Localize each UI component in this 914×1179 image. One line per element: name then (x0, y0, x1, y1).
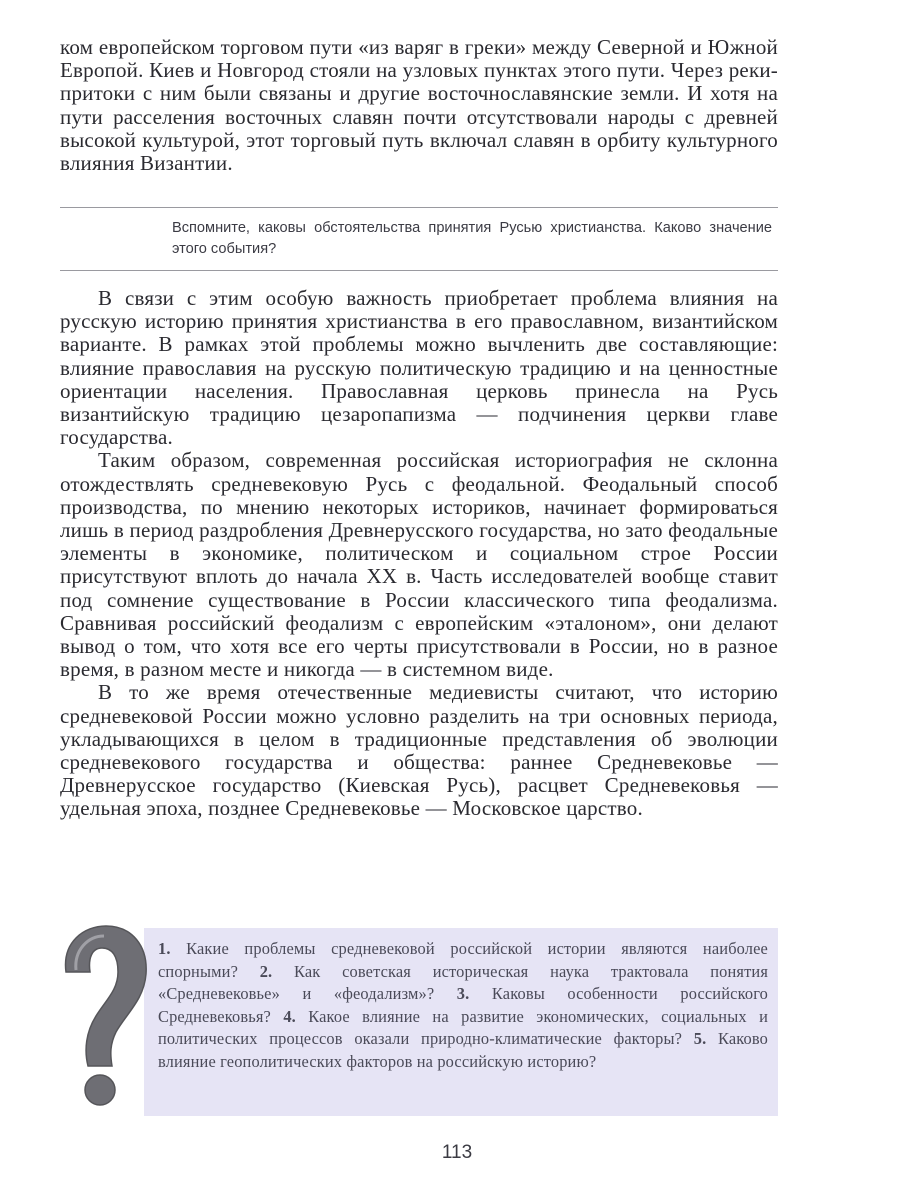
paragraph-historiography: Таким образом, современная российская историография не склонна отождествлять средневековую Русь с феодальной. Феодальный способ производства, по мнению некоторых историков, начинает формироваться лишь в период раздробления Древнерусского государства, но зато феодальные элементы в экономике, политическом и социальном строе России присутствуют вплоть до начала XX в. Часть исследователей вообще ставит под сомнение существование в России классического типа феодализма. Сравнивая российский феодализм с европейским «эталоном», они делают вывод о том, что хотя все его черты присутствовали в России, но в разное время, в разном месте и никогда — в системном виде. (60, 448, 778, 682)
main-text-block (60, 287, 778, 821)
question-3-number: 3. (456, 984, 470, 1004)
question-4-number: 4. (283, 1006, 296, 1026)
question-mark-icon (52, 920, 152, 1110)
page-number: 113 (441, 1142, 473, 1163)
question-5-number: 5. (693, 1029, 707, 1049)
question-4-text: Какое влияние на развитие экономических, социальных и политических процессов оказали природно-климатические факторы? (158, 1006, 768, 1049)
question-2-number: 2. (259, 961, 273, 981)
question-1-text: Какие проблемы средневековой российской истории являются наиболее спорными? (158, 939, 768, 981)
questions-text (158, 938, 768, 1074)
paragraph-christianity: В связи с этим особую важность приобретает проблема влияния на русскую историю принятия христианства в его православном, византийском варианте. В рамках этой проблемы можно вычленить две составляющие: влияние православия на русскую политическую традицию и на ценностные ориентации населения. Православная церковь принесла на Русь византийскую традицию цезаропапизма — подчинения церкви главе государства. (60, 286, 778, 450)
top-paragraph: ком европейском торговом пути «из варяг в греки» между Северной и Южной Европой. Киев и Новгород стояли на узловых пунктах этого пути. Через реки-притоки с ним были связаны и другие восточнославянские земли. И хотя на пути расселения восточных славян почти отсутствовали народы с древней высокой культурой, этот торговый путь включал славян в орбиту культурного влияния Византии. (60, 35, 778, 176)
question-2-text: Как советская историческая наука трактовала понятия «Средневековье» и «феодализм»? (158, 961, 769, 1004)
reminder-note: Вспомните, каковы обстоятельства принятия Русью христианства. Каково значение этого события? (172, 220, 772, 257)
reminder-bottom-rule (60, 270, 778, 271)
reminder-top-rule (60, 207, 778, 208)
question-5-text: Каково влияние геополитических факторов на российскую историю? (158, 1029, 769, 1071)
question-3-text: Каковы особенности российского Средневековья? (158, 984, 769, 1026)
top-paragraph-block (60, 36, 778, 175)
paragraph-periodization: В то же время отечественные медиевисты считают, что историю средневековой России можно условно разделить на три основных периода, укладывающихся в целом в традиционные представления об эволюции средневекового государства и общества: раннее Средневековье — Древнерусское государство (Киевская Русь), расцвет Средневековья — удельная эпоха, позднее Средневековье — Московское царство. (60, 680, 778, 821)
question-1-number: 1. (158, 939, 171, 958)
